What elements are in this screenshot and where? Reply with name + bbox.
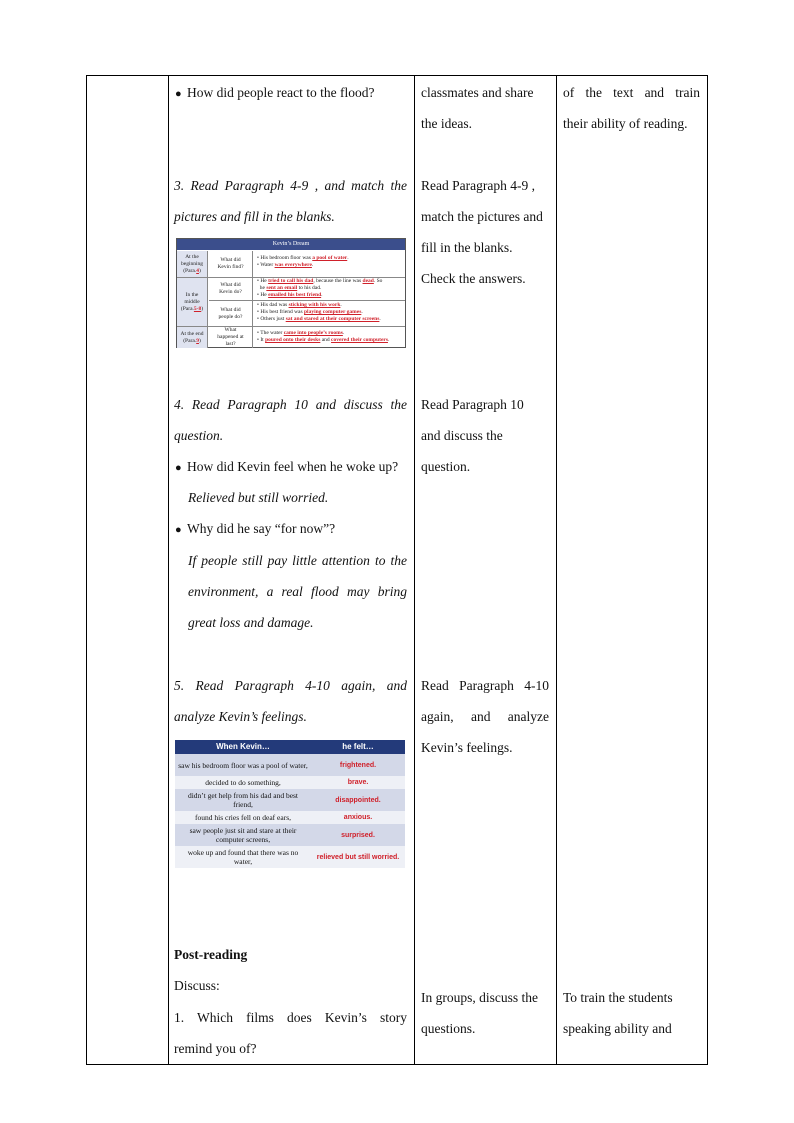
table-row: saw people just sit and stare at their computer screens, surprised.	[175, 824, 405, 846]
train-line1: To train the students	[563, 990, 673, 1005]
table-row: found his cries fell on deaf ears, anxious.	[175, 811, 405, 824]
bullet-icon: ●	[175, 462, 182, 474]
bullet-icon: ●	[175, 524, 182, 536]
dream-row-question: What did Kevin find?	[209, 251, 253, 277]
table-row: saw his bedroom floor was a pool of water, frightened.	[175, 754, 405, 776]
share-line1: classmates and share	[421, 85, 534, 100]
dream-row-question: What happened at last?	[209, 327, 253, 348]
step4-line1: 4. Read Paragraph 10 and discuss the	[174, 397, 407, 412]
groups-line2: questions.	[421, 1021, 476, 1036]
dream-row-answer: • The water came into people’s rooms. • It poured onto their desks and covered their computers.	[257, 330, 390, 343]
answer-feel: Relieved but still worried.	[188, 490, 329, 505]
read10-line2: and discuss the	[421, 428, 503, 443]
answer-for-now-2: environment, a real flood may bring	[188, 584, 407, 599]
table-row: woke up and found that there was no water, relieved but still worried.	[175, 846, 405, 868]
dream-row-answer: • His bedroom floor was a pool of water. • Water was everywhere.	[257, 255, 349, 268]
read410-line3: Kevin’s feelings.	[421, 740, 513, 755]
dream-row-answer: • His dad was sticking with his work. • His best friend was playing computer games. • Others just sat and stared at their computer screens.	[257, 302, 381, 322]
read10-line3: question.	[421, 459, 471, 474]
feelings-table	[175, 740, 405, 868]
dream-row-question: What did people do?	[209, 301, 253, 326]
column-divider-1	[168, 75, 169, 1065]
bullet-icon: ●	[175, 88, 182, 100]
step4-line2: question.	[174, 428, 224, 443]
step5-line2: analyze Kevin’s feelings.	[174, 709, 307, 724]
read49-line3: fill in the blanks.	[421, 240, 513, 255]
dream-row-answer: • He tried to call his dad, because the line was dead. So he sent an email to his dad. • He emailed his best friend.	[257, 278, 383, 298]
train-line2: speaking ability and	[563, 1021, 672, 1036]
step3-line1: 3. Read Paragraph 4-9 , and match the	[174, 178, 407, 193]
question-react: ● How did people react to the flood?	[175, 77, 374, 110]
share-line2: the ideas.	[421, 116, 472, 131]
question-feel: ● How did Kevin feel when he woke up?	[175, 451, 398, 484]
answer-for-now-3: great loss and damage.	[188, 615, 314, 630]
read49-line4: Check the answers.	[421, 271, 526, 286]
discuss-label: Discuss:	[174, 978, 220, 993]
step3-line2: pictures and fill in the blanks.	[174, 209, 335, 224]
column-divider-3	[556, 75, 557, 1065]
dream-row-label: At the end (Para.9)	[177, 327, 208, 348]
read410-line1: Read Paragraph 4-10	[421, 678, 549, 693]
post-reading-heading: Post-reading	[174, 947, 248, 962]
question-films-2: remind you of?	[174, 1041, 257, 1056]
dream-row-label: At the beginning (Para.4)	[177, 251, 208, 277]
read49-line2: match the pictures and	[421, 209, 543, 224]
step5-line1: 5. Read Paragraph 4-10 again, and	[174, 678, 407, 693]
dream-table-title: Kevin’s Dream	[177, 239, 405, 250]
read10-line1: Read Paragraph 10	[421, 397, 524, 412]
purpose-line2: their ability of reading.	[563, 116, 688, 131]
read49-line1: Read Paragraph 4-9 ,	[421, 178, 535, 193]
table-row: didn’t get help from his dad and best friend, disappointed.	[175, 789, 405, 811]
groups-line1: In groups, discuss the	[421, 990, 538, 1005]
dream-row-question: What did Kevin do?	[209, 278, 253, 300]
question-for-now: ● Why did he say “for now”?	[175, 513, 335, 546]
kevins-dream-table	[176, 238, 406, 348]
column-divider-2	[414, 75, 415, 1065]
purpose-line1: of the text and train	[563, 85, 700, 100]
read410-line2: again, and analyze	[421, 709, 549, 724]
table-row: decided to do something, brave.	[175, 776, 405, 789]
dream-row-label: In the middle (Para.5-8)	[177, 278, 208, 326]
question-films-1: 1. Which films does Kevin’s story	[174, 1010, 407, 1025]
feelings-table-header: When Kevin… he felt…	[175, 740, 405, 754]
answer-for-now-1: If people still pay little attention to the	[188, 553, 407, 568]
